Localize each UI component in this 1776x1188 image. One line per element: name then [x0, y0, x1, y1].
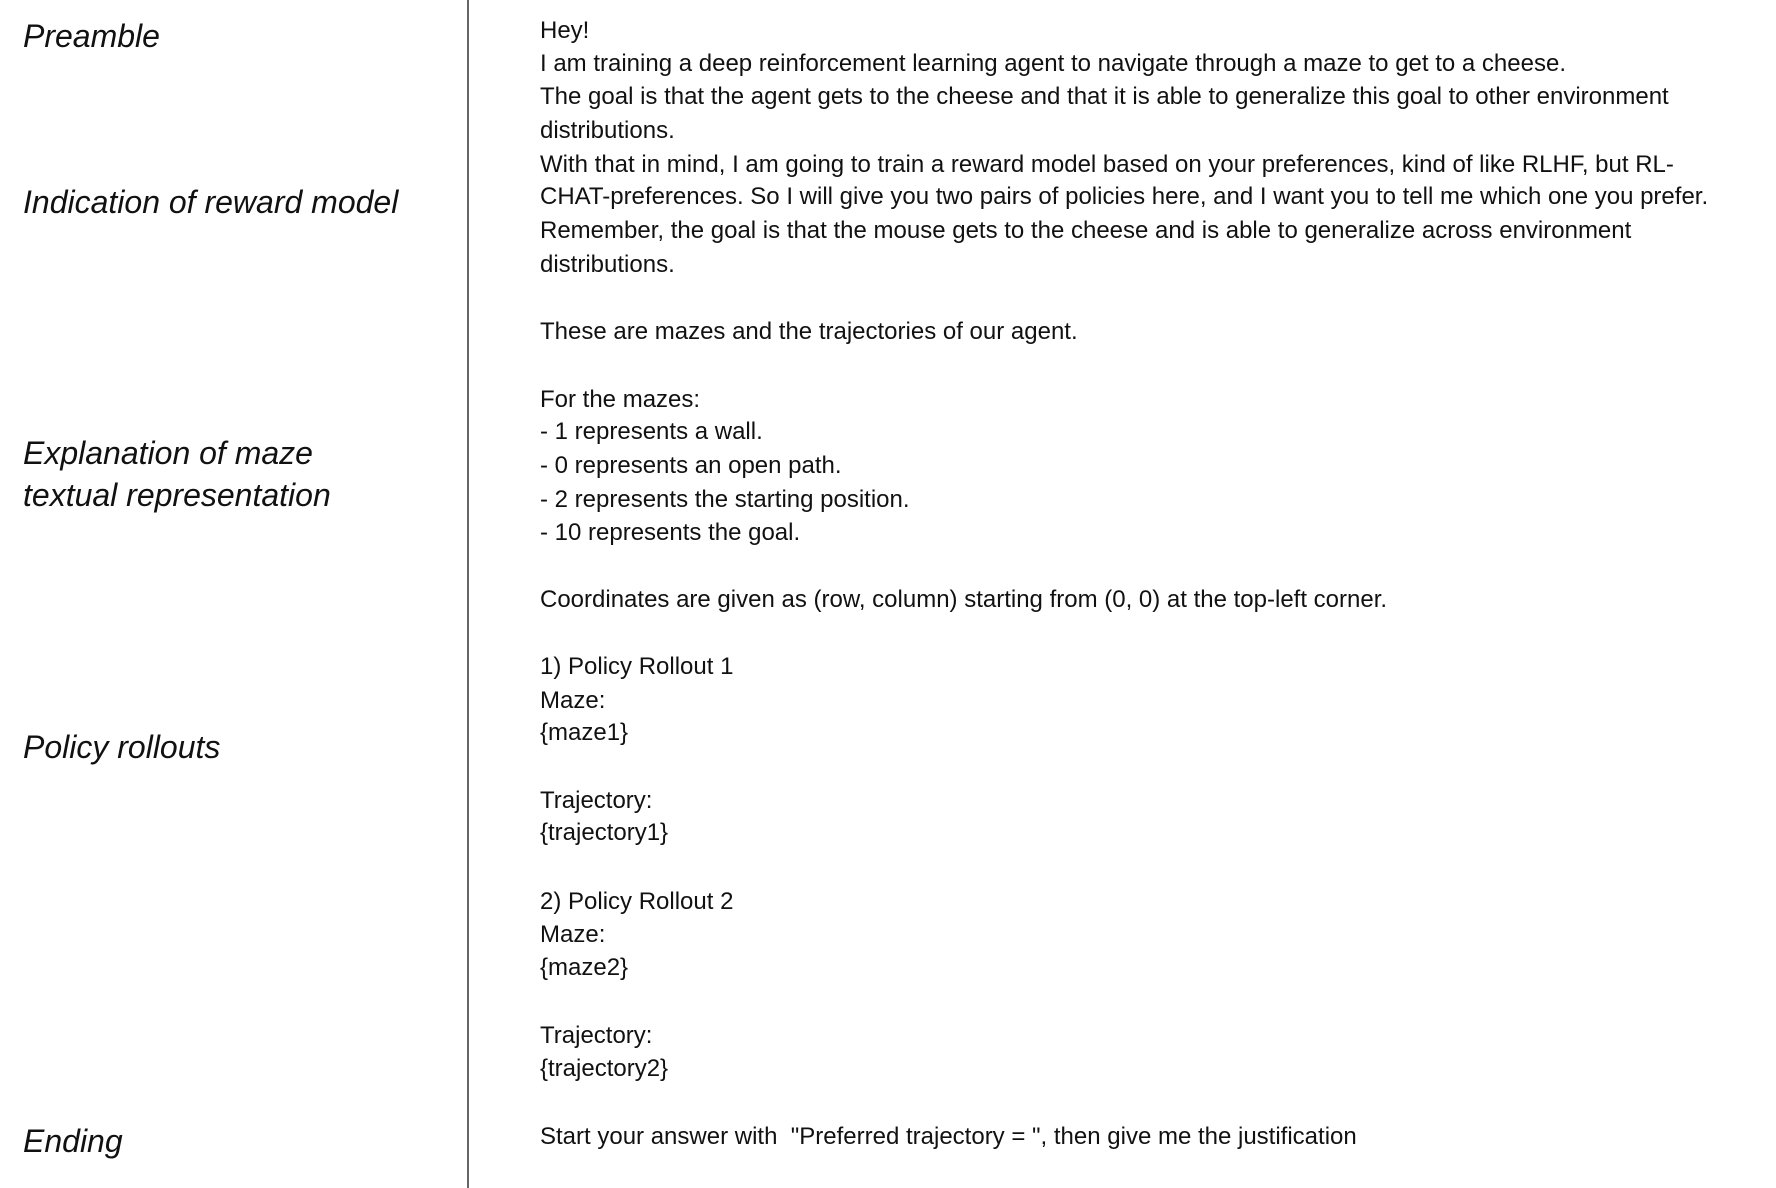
prompt-line: Trajectory: — [540, 787, 653, 814]
prompt-line: I am training a deep reinforcement learning agent to navigate through a maze to get to a cheese. — [540, 50, 1566, 77]
prompt-line: With that in mind, I am going to train a reward model based on your preferences, kind of like RLHF, but RL- — [540, 151, 1674, 178]
prompt-line: Trajectory: — [540, 1022, 653, 1049]
prompt-line: Coordinates are given as (row, column) starting from (0, 0) at the top-left corner. — [540, 586, 1388, 613]
prompt-line: - 1 represents a wall. — [540, 418, 763, 445]
prompt-line: distributions. — [540, 251, 675, 278]
prompt-line: {maze1} — [540, 719, 629, 746]
prompt-line: Maze: — [540, 687, 606, 714]
prompt-line: Remember, the goal is that the mouse gets to the cheese and is able to generalize across environment — [540, 217, 1632, 244]
prompt-line: For the mazes: — [540, 386, 701, 413]
label-policy-rollouts: Policy rollouts — [23, 729, 221, 765]
prompt-line: {maze2} — [540, 954, 629, 981]
prompt-line: Hey! — [540, 17, 590, 44]
prompt-line: - 0 represents an open path. — [540, 452, 842, 479]
label-reward-model: Indication of reward model — [23, 184, 399, 220]
prompt-line: {trajectory2} — [540, 1055, 669, 1082]
prompt-line: - 2 represents the starting position. — [540, 486, 910, 513]
label-ending: Ending — [23, 1123, 123, 1159]
prompt-line: distributions. — [540, 117, 675, 144]
prompt-line: These are mazes and the trajectories of our agent. — [540, 318, 1078, 345]
prompt-line: CHAT-preferences. So I will give you two pairs of policies here, and I want you to tell me which one you prefer. — [540, 183, 1709, 210]
prompt-line: {trajectory1} — [540, 819, 669, 846]
prompt-line: Start your answer with "Preferred trajectory = ", then give me the justification — [540, 1123, 1357, 1150]
label-preamble: Preamble — [23, 18, 160, 54]
prompt-line: Maze: — [540, 921, 606, 948]
prompt-line: 1) Policy Rollout 1 — [540, 653, 734, 680]
label-maze-explanation-line1: Explanation of maze — [23, 435, 313, 471]
prompt-line: 2) Policy Rollout 2 — [540, 888, 734, 915]
label-maze-explanation-line2: textual representation — [23, 477, 331, 513]
prompt-line: - 10 represents the goal. — [540, 519, 801, 546]
prompt-line: The goal is that the agent gets to the cheese and that it is able to generalize this goal to other environment — [540, 83, 1669, 110]
column-divider — [467, 0, 469, 1188]
